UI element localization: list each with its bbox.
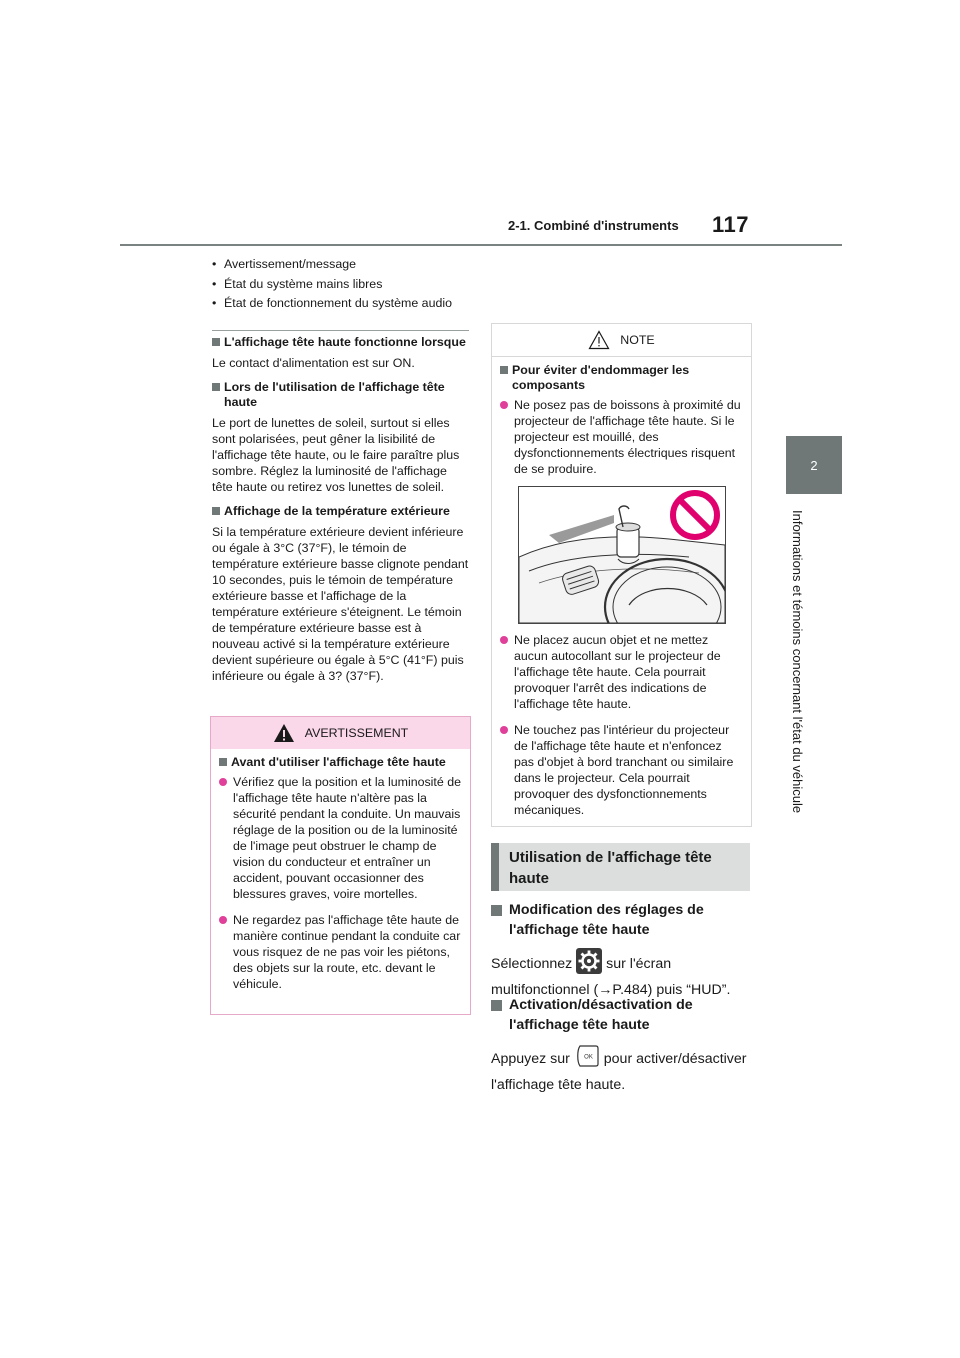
toggle-text-before: Appuyez sur [491, 1050, 570, 1067]
ok-button-icon [574, 1043, 600, 1075]
note-subtitle: Pour éviter d'endommager les composants [500, 363, 743, 393]
usage-toggle-block [491, 995, 756, 1095]
section-text: Le port de lunettes de soleil, surtout si elles sont polarisées, peut gêner la lisibilité de l'affichage tête haute, ou le faire paraître plus sombre. Réglez la luminosité de l'affichage tête haute ou retirez vos lunettes de soleil. [212, 416, 460, 494]
modify-heading: Modification des réglages de l'affichage tête haute [491, 900, 756, 940]
toggle-text-after: pour activer/désactiver l'affichage tête haute. [491, 1050, 747, 1093]
note-item: Ne placez aucun objet et ne mettez aucun autocollant sur le projecteur de l'affichage tête haute. Cela pourrait provoquer l'arrêt des indications de l'affichage tête haute. [500, 632, 740, 712]
warning-label: AVERTISSEMENT [304, 726, 409, 740]
note-label: NOTE [620, 333, 655, 347]
chapter-side-caption [765, 510, 821, 830]
usage-section-banner: Utilisation de l'affichage tête haute [491, 843, 750, 891]
column-divider [212, 330, 469, 331]
page-number: 117 [712, 212, 749, 237]
gear-icon [576, 948, 602, 980]
toggle-heading: Activation/désactivation de l'affichage tête haute [491, 995, 756, 1035]
ok-label: OK [583, 1054, 593, 1061]
list-item: • Avertissement/message [212, 256, 482, 272]
section-text: Le contact d'alimentation est sur ON. [212, 356, 415, 370]
cup-on-projector-illustration [519, 487, 725, 623]
info-sections [212, 335, 470, 693]
section-heading: Lors de l'utilisation de l'affichage tête haute [212, 380, 470, 410]
warning-header [211, 717, 470, 749]
list-item: • État du système mains libres [212, 276, 482, 292]
header-divider [120, 244, 842, 246]
warning-triangle-icon [273, 723, 295, 743]
note-item: Ne posez pas de boissons à proximité du projecteur de l'affichage tête haute. Si le projecteur est mouillé, des dysfonctionnements électriques risquent de se produire. [500, 397, 743, 477]
list-item: • État de fonctionnement du système audio [212, 295, 482, 311]
section-title: 2-1. Combiné d'instruments [508, 218, 679, 233]
note-header [492, 324, 751, 357]
chapter-title: Informations et témoins concernant l'état du véhicule [790, 510, 805, 814]
section-heading: Affichage de la température extérieure [212, 504, 470, 519]
modify-text-after: sur l'écran multifonctionnel (→P.484) puis “HUD”. [491, 955, 731, 998]
chapter-number: 2 [810, 457, 818, 473]
warning-item: Ne regardez pas l'affichage tête haute de manière continue pendant la conduite car vous risquez de ne pas voir les piétons, des objets sur la route, etc. devant le véhicule. [219, 912, 462, 992]
warning-item: Vérifiez que la position et la luminosité de l'affichage tête haute n'altère pas la sécurité pendant la conduite. Un mauvais réglage de la position ou de la luminosité de l'image peut obstruer le champ de vision du conducteur et entraîner un accident, pouvant occasionner des blessures graves, voire mortelles. [219, 774, 462, 902]
usage-modify-block [491, 900, 756, 1000]
toggle-text [491, 1043, 756, 1095]
warning-box [210, 716, 471, 1015]
dashboard-illustration [518, 486, 726, 624]
modify-text-before: Sélectionnez [491, 955, 573, 972]
feature-bullet-list [212, 256, 482, 315]
warning-subtitle: Avant d'utiliser l'affichage tête haute [219, 755, 462, 770]
note-item: Ne touchez pas l'intérieur du projecteur de l'affichage tête haute et n'enfoncez pas d'objet à bord tranchant ou similaire dans le projecteur. Cela pourrait provoquer des dysfonctionnements mécaniques. [500, 722, 740, 818]
modify-text [491, 948, 756, 1000]
section-text: Si la température extérieure devient inférieure ou égale à 3°C (37°F), le témoin de température extérieure basse clignote pendant 10 secondes, puis le témoin de température extérieure basse et l'affichage de la température extérieure s'éteignent. Le témoin de température extérieure basse est à nouveau activé si la température extérieure devient supérieure ou égale à 5°C (41°F) puis inférieure ou égale à 3? (37°F). [212, 525, 469, 683]
chapter-tab [786, 436, 842, 494]
section-heading: L'affichage tête haute fonctionne lorsque [212, 335, 470, 350]
caution-triangle-icon [588, 330, 610, 350]
